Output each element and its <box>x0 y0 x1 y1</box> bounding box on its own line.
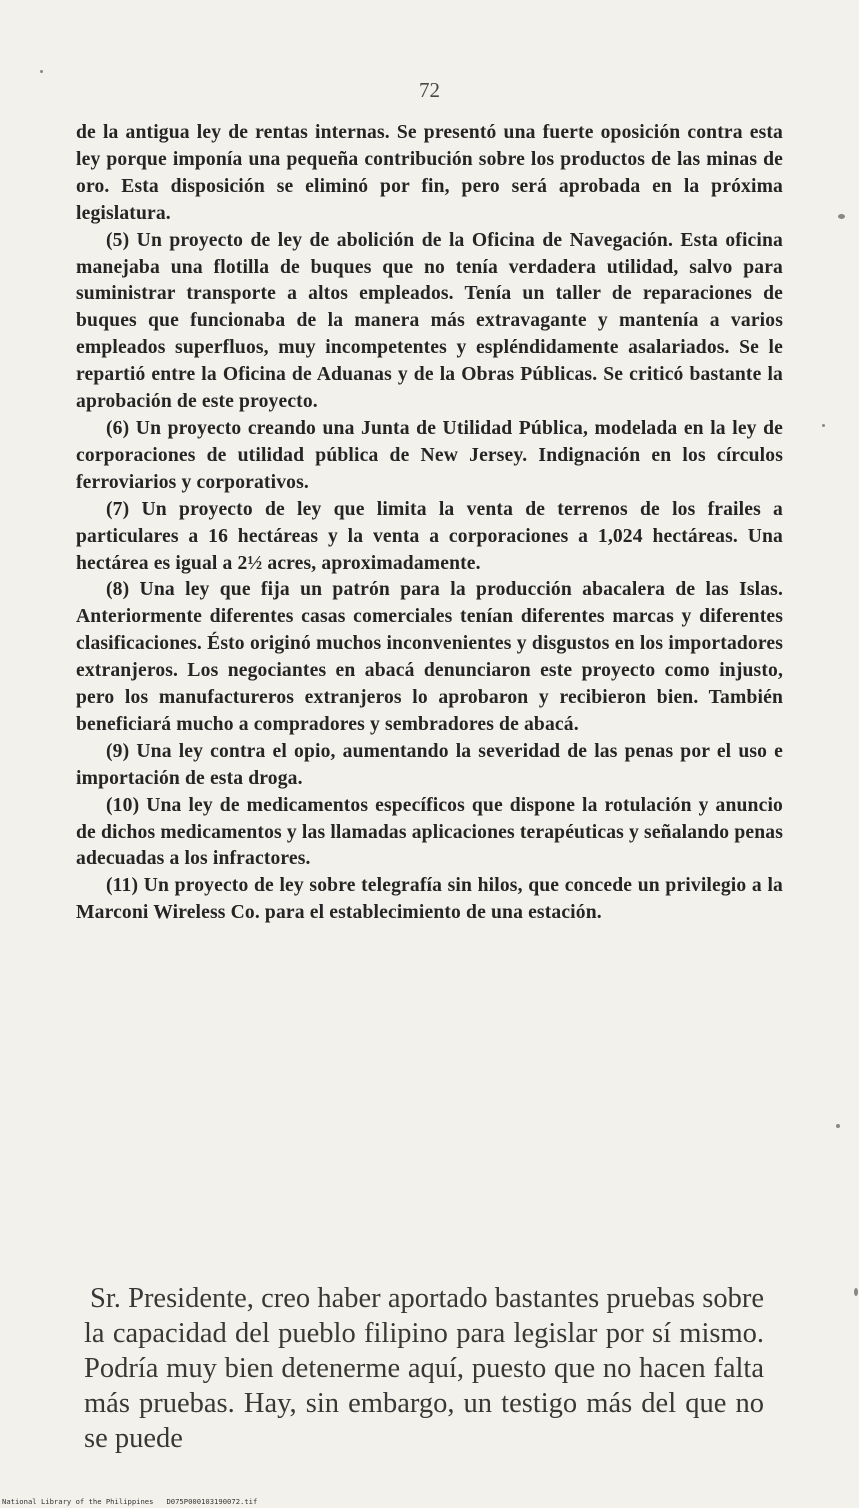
scan-speck <box>40 70 43 73</box>
scan-speck <box>854 1288 858 1296</box>
scan-speck <box>838 214 845 219</box>
paragraph-item-10: (10) Una ley de medicamentos específicos que dispone la rotulación y anuncio de dichos medicamentos y las llamadas aplicaciones terapéuticas y señalando penas adecuadas a los infractores. <box>76 794 783 870</box>
paragraph-item-9: (9) Una ley contra el opio, aumentando la severidad de las penas por el uso e importación de esta droga. <box>76 740 783 789</box>
scan-speck <box>822 424 825 427</box>
scan-footer <box>2 1497 257 1506</box>
paragraph-item-11: (11) Un proyecto de ley sobre telegrafía sin hilos, que concede un privilegio a la Marconi Wireless Co. para el establecimiento de una estación. <box>76 875 783 924</box>
footer-library: National Library of the Philippines <box>2 1497 154 1506</box>
paragraph-item-5: (5) Un proyecto de ley de abolición de la Oficina de Navegación. Esta oficina manejaba una flotilla de buques que no tenía verdadera utilidad, salvo para suministrar transporte a altos empleados. Tenía un taller de reparaciones de buques que funcionaba de la manera más extravagante y mantenía a varios empleados superfluos, muy incompetentes y espléndidamente asalariados. Se le repartió entre la Oficina de Aduanas y de la Obras Públicas. Se criticó bastante la aprobación de este proyecto. <box>76 229 783 413</box>
scan-speck <box>836 1124 840 1128</box>
paragraph-item-7: (7) Un proyecto de ley que limita la venta de terrenos de los frailes a particulares a 16 hectáreas y la venta a corporaciones a 1,024 hectáreas. Una hectárea es igual a 2½ acres, aproximadamente. <box>76 498 783 574</box>
body-text <box>76 120 783 927</box>
footer-file: D075P000103190072.tif <box>166 1497 258 1506</box>
paragraph-item-6: (6) Un proyecto creando una Junta de Utilidad Pública, modelada en la ley de corporaciones de utilidad pública de New Jersey. Indignación en los círculos ferroviarios y corporativos. <box>76 417 783 493</box>
closing-paragraph: Sr. Presidente, creo haber aportado bastantes pruebas sobre la capacidad del pueblo filipino para legislar por sí mismo. Podría muy bien detenerme aquí, puesto que no hacen falta más pruebas. Hay, sin embargo, un testigo más del que no se puede <box>84 1282 764 1455</box>
paragraph-item-8: (8) Una ley que fija un patrón para la producción abacalera de las Islas. Anteriormente diferentes casas comerciales tenían diferentes marcas y diferentes clasificaciones. Ésto originó muchos inconvenientes y disgustos en los importadores extranjeros. Los negociantes en abacá denunciaron este proyecto como injusto, pero los manufactureros extranjeros lo aprobaron y recibieron bien. También beneficiará mucho a compradores y sembradores de abacá. <box>76 579 783 735</box>
page-number: 72 <box>419 78 440 102</box>
paragraph-continuation: de la antigua ley de rentas internas. Se presentó una fuerte oposición contra esta ley porque imponía una pequeña contribución sobre los productos de las minas de oro. Esta disposición se eliminó por fin, pero será aprobada en la próxima legislatura. <box>76 122 783 224</box>
